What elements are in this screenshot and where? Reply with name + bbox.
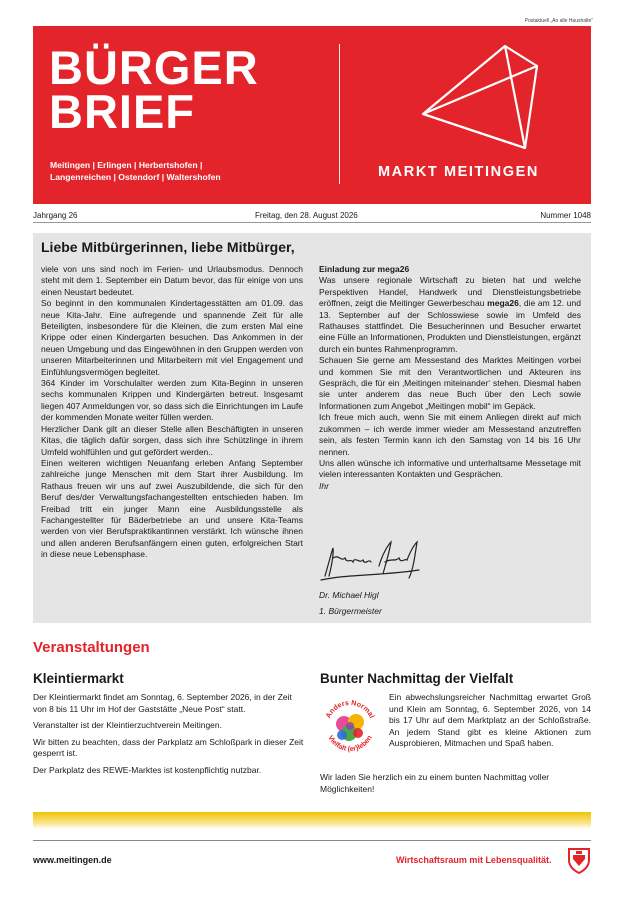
- footer-divider: [33, 840, 591, 841]
- issue-bar: [33, 211, 591, 223]
- letter-paragraph: Herzlicher Dank gilt an dieser Stelle allen Beschäftigten in unseren Kitas, die täglich dafür sorgen, dass sich ihre Schützlinge in ihrem Umfeld wohlfühlen und gut gefördert werden..: [41, 423, 303, 457]
- footer-url[interactable]: www.meitingen.de: [33, 855, 112, 865]
- badge-top-text: Anders Normal: [323, 697, 377, 720]
- title-line2: BRIEF: [49, 85, 195, 138]
- signer-block: [319, 587, 382, 619]
- invitation-heading: Einladung zur mega26: [319, 264, 410, 274]
- event-paragraph: Wir bitten zu beachten, dass der Parkplatz am Schloßpark in dieser Zeit gesperrt ist.: [33, 736, 304, 759]
- letter-right-column: [319, 264, 581, 492]
- flea-market-title: Kleintiermarkt: [33, 671, 124, 686]
- towns-line1: Meitingen | Erlingen | Herbertshofen |: [50, 160, 203, 170]
- letter-closing: Ihr: [319, 480, 329, 491]
- signature-icon: [319, 536, 429, 582]
- signer-title: 1. Bürgermeister: [319, 606, 382, 616]
- diversity-badge-icon: [318, 693, 382, 757]
- market-name: MARKT MEITINGEN: [378, 164, 539, 180]
- towns-list: [50, 159, 221, 183]
- flea-market-text: [33, 692, 305, 782]
- letter-paragraph: viele von uns sind noch im Ferien- und Urlaubsmodus. Dennoch steht mit dem 1. September ein Datum bevor, das für einige von uns einen Neustart bedeutet.: [41, 264, 303, 297]
- letter-paragraph: So beginnt in den kommunalen Kindertagesstätten am 01.09. das neue Kita-Jahr. Eine aufregende und spannende Zeit für alle Beteiligten, insbesondere für die Kleinen, die zum ersten Mal eine Krippe oder einen Kindergarten besuchen. Das Ankommen in der neuen Umgebung und das Eingewöhnen in den Gruppen werden von unseren Mitarbeiterinnen und Mitarbeitern mit viel Engagement und Einfühlungsvermögen begleitet.: [41, 298, 303, 377]
- letter-paragraph: Ich freue mich auch, wenn Sie mit einem Anliegen direkt auf mich zukommen – ich werde immer wieder am Messestand anzutreffen sein, als festen Termin kann ich den Samstag von 14 bis 16 Uhr nennen.: [319, 412, 581, 457]
- issue-date: Freitag, den 28. August 2026: [255, 211, 358, 220]
- signer-name: Dr. Michael Higl: [319, 590, 379, 600]
- letter-paragraph: Was unsere regionale Wirtschaft zu bieten hat und welche Perspektiven Handel, Handwerk und Dienstleistungsbetriebe eröffnen, zeigt die Meitinger Gewerbeschau mega26, die am 12. und 13. September auf der Schlosswiese sowie im Umfeld des Rathauses stattfindet. Die Besucherinnen und Besucher erwartet eine Fülle an Informationen, Produkten und Dienstleistungen, ergänzt durch ein buntes Rahmenprogramm.: [319, 275, 581, 354]
- issue-volume: Jahrgang 26: [33, 211, 78, 220]
- markt-logo-icon: [415, 40, 565, 160]
- letter-paragraph: Uns allen wünsche ich informative und unterhaltsame Messetage mit vielen interessanten Kontakten und Gesprächen.: [319, 457, 581, 480]
- masthead-title: [49, 41, 259, 138]
- event-paragraph: Der Kleintiermarkt findet am Sonntag, 6. September 2026, in der Zeit von 8 bis 11 Uhr im Hof der Gaststätte „Neue Post“ statt.: [33, 692, 292, 714]
- coat-of-arms-icon: [566, 846, 592, 874]
- letter-paragraph: Schauen Sie gerne am Messestand des Marktes Meitingen vorbei und kommen Sie mit den Verantwortlichen und Akteuren ins Gespräch, die für ein ‚Meitingen miteinander‘ stehen. Diesmal haben sie unter anderem das neue Buch über den Lech sowie Informationen zum Angebot „Meitingen mobil“ im Gepäck.: [319, 355, 581, 411]
- mayor-letter: [33, 233, 591, 623]
- event-paragraph: Veranstalter ist der Kleintierzuchtverein Meitingen.: [33, 720, 222, 731]
- masthead-banner: [33, 26, 591, 204]
- towns-line2: Langenreichen | Ostendorf | Waltershofen: [50, 172, 221, 182]
- banner-divider: [339, 44, 340, 184]
- title-line1: BÜRGER: [49, 41, 259, 94]
- badge-bottom-text: Vielfalt (er)leben: [326, 734, 374, 754]
- footer-slogan: Wirtschaftsraum mit Lebensqualität.: [396, 855, 552, 865]
- event-paragraph: Der Parkplatz des REWE-Marktes ist kostenpflichtig nutzbar.: [33, 764, 262, 775]
- letter-heading: Liebe Mitbürgerinnen, liebe Mitbürger,: [41, 239, 295, 255]
- letter-paragraph: 364 Kinder im Vorschulalter werden zum Kita-Beginn in unseren sechs kommunalen Krippen und Kindergärten betreut. Insgesamt liegen 407 Anmeldungen vor, so dass sich die Einrichtungen im Laufe der kommenden Monate weiter füllen werden.: [41, 378, 303, 423]
- diversity-text: Ein abwechslungsreicher Nachmittag erwartet Groß und Klein am Sonntag, 6. September 2026, von 14 bis 17 Uhr auf dem Marktplatz an der Schloßstraße. An jedem Stand gibt es kleine Aktionen zum Ausprobieren, Mitmachen und Spaß haben.: [389, 692, 591, 749]
- svg-text:Anders Normal: [323, 698, 376, 720]
- letter-left-column: [41, 264, 303, 561]
- yellow-band: [33, 812, 591, 829]
- mega26-highlight: mega26: [487, 298, 519, 309]
- diversity-invite: Wir laden Sie herzlich ein zu einem bunten Nachmittag voller Möglichkeiten!: [320, 772, 550, 794]
- diversity-title: Bunter Nachmittag der Vielfalt: [320, 671, 514, 686]
- events-section-title: Veranstaltungen: [33, 639, 150, 656]
- letter-paragraph: Einen weiteren wichtigen Neuanfang erleben Anfang September zahlreiche junge Menschen mit dem Start ihrer Ausbildung. Im Rathaus freuen wir uns auf zwei Auszubildende, die sich für den Beruf des/der Verwaltungsfachangestellten entschieden haben. Im Freibad tritt ein junger Mann eine Ausbildungsstelle als Fachangestellter für Bäderbetriebe an und unsere Kita-Teams werden von vier Berufspraktikantinnen verstärkt. Ich wünsche ihnen und allen anderen Berufsanfängern einen guten, erfolgreichen Start in diese neue Lebensphase.: [41, 457, 303, 560]
- issue-number: Nummer 1048: [540, 211, 591, 220]
- postal-note: Postaktuell „An alle Haushalte“: [524, 18, 593, 24]
